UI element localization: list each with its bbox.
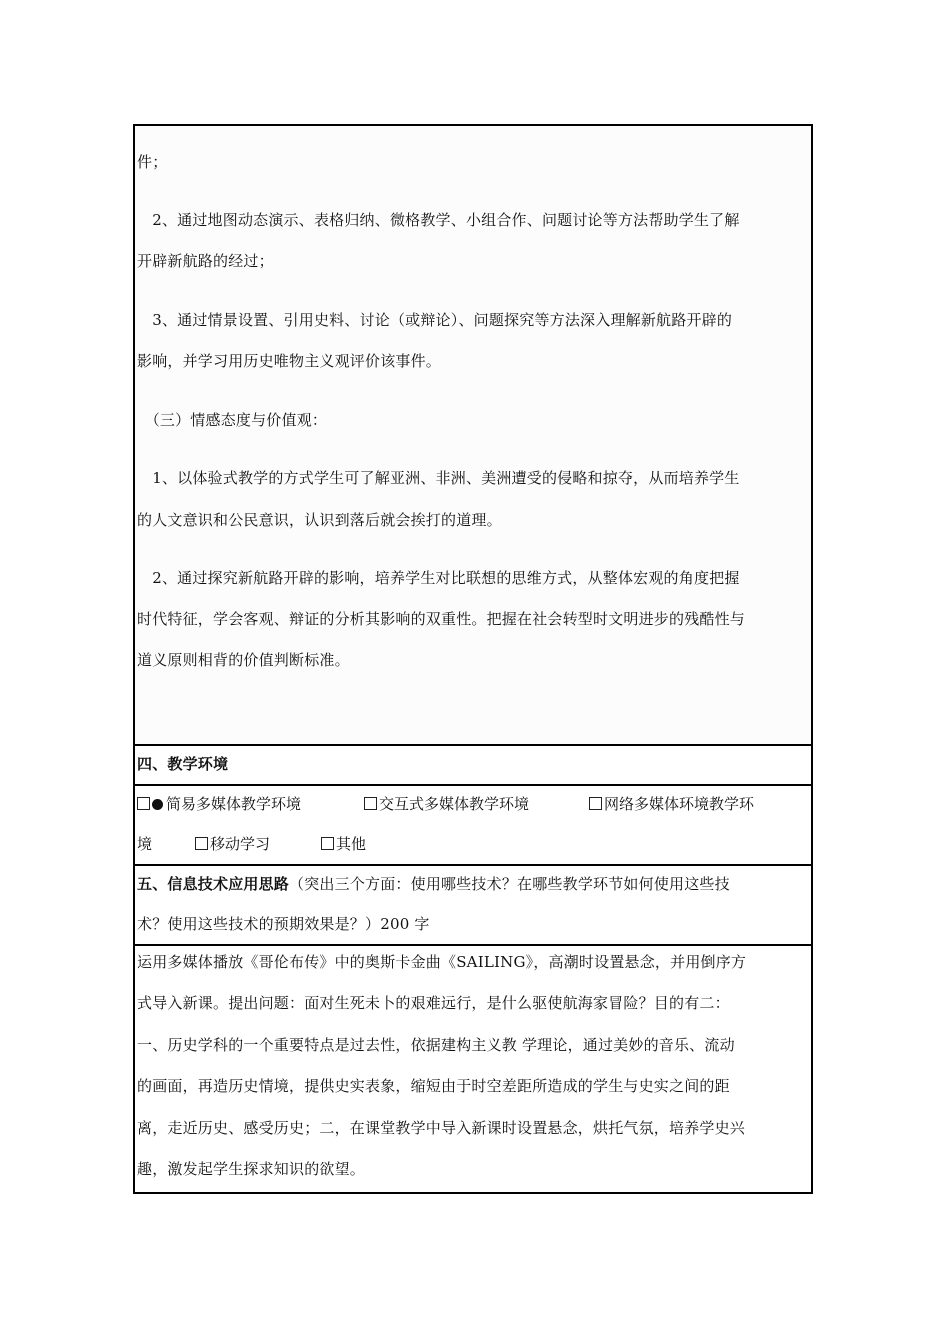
affective-goals-heading: （三）情感态度与价值观： [137,411,328,429]
checkbox-icon[interactable] [321,837,334,850]
body-line: 的画面，再造历史情境，提供史实表象，缩短由于时空差距所造成的学生与史实之间的距 [137,1077,730,1095]
option-network-multimedia[interactable]: 网络多媒体环境教学环 [589,794,754,814]
objective-line: 2、通过探究新航路开辟的影响，培养学生对比联想的思维方式，从整体宏观的角度把握 [137,569,740,587]
option-mobile-learning[interactable]: 移动学习 [195,834,270,854]
tech-idea-body-cell [135,944,811,1194]
objective-line: 1、以体验式教学的方式学生可了解亚洲、非洲、美洲遭受的侵略和掠夺，从而培养学生 [137,469,740,487]
environment-options-cell [135,784,811,864]
environment-heading-cell [135,744,811,784]
checkbox-icon[interactable] [137,797,150,810]
checked-dot-icon [152,799,163,810]
objective-line: 3、通过情景设置、引用史料、讨论（或辩论）、问题探究等方法深入理解新航路开辟的 [137,311,733,329]
environment-title: 四、教学环境 [137,755,229,773]
tech-idea-subtitle-cont: 术？使用这些技术的预期效果是？）200 字 [137,915,430,933]
objective-line: 的人文意识和公民意识，认识到落后就会挨打的道理。 [137,511,502,529]
objective-line: 影响，并学习用历史唯物主义观评价该事件。 [137,352,442,370]
objectives-cell [135,126,811,744]
checkbox-icon[interactable] [195,837,208,850]
tech-idea-subtitle: （突出三个方面：使用哪些技术？在哪些教学环节如何使用这些技 [289,875,730,893]
option-other[interactable]: 其他 [321,834,366,854]
body-line: 式导入新课。提出问题：面对生死未卜的艰难远行，是什么驱使航海家冒险？目的有二： [137,994,730,1012]
checkbox-icon[interactable] [589,797,602,810]
tech-idea-heading-cell [135,864,811,944]
body-line: 一、历史学科的一个重要特点是过去性，依据建构主义教 学理论，通过美妙的音乐、流动 [137,1036,735,1054]
body-line: 离，走近历史、感受历史；二，在课堂教学中导入新课时设置悬念，烘托气氛，培养学史兴 [137,1119,746,1137]
objective-line: 开辟新航路的经过； [137,252,274,270]
body-line: 趣，激发起学生探求知识的欲望。 [137,1160,366,1178]
checkbox-icon[interactable] [364,797,377,810]
objective-line: 2、通过地图动态演示、表格归纳、微格教学、小组合作、问题讨论等方法帮助学生了解 [137,211,740,229]
objective-line: 时代特征，学会客观、辩证的分析其影响的双重性。把握在社会转型时文明进步的残酷性与 [137,610,746,628]
option-network-multimedia-cont: 境 [137,835,153,853]
objective-line: 件； [137,153,168,171]
objective-line: 道义原则相背的价值判断标准。 [137,651,350,669]
lesson-plan-table [133,124,813,1194]
tech-idea-title: 五、信息技术应用思路 [137,875,290,893]
body-line: 运用多媒体播放《哥伦布传》中的奥斯卡金曲《SAILING》，高潮时设置悬念，并用倒序方 [137,953,747,971]
option-simple-multimedia[interactable]: 简易多媒体教学环境 [137,794,301,814]
option-interactive-multimedia[interactable]: 交互式多媒体教学环境 [364,794,529,814]
